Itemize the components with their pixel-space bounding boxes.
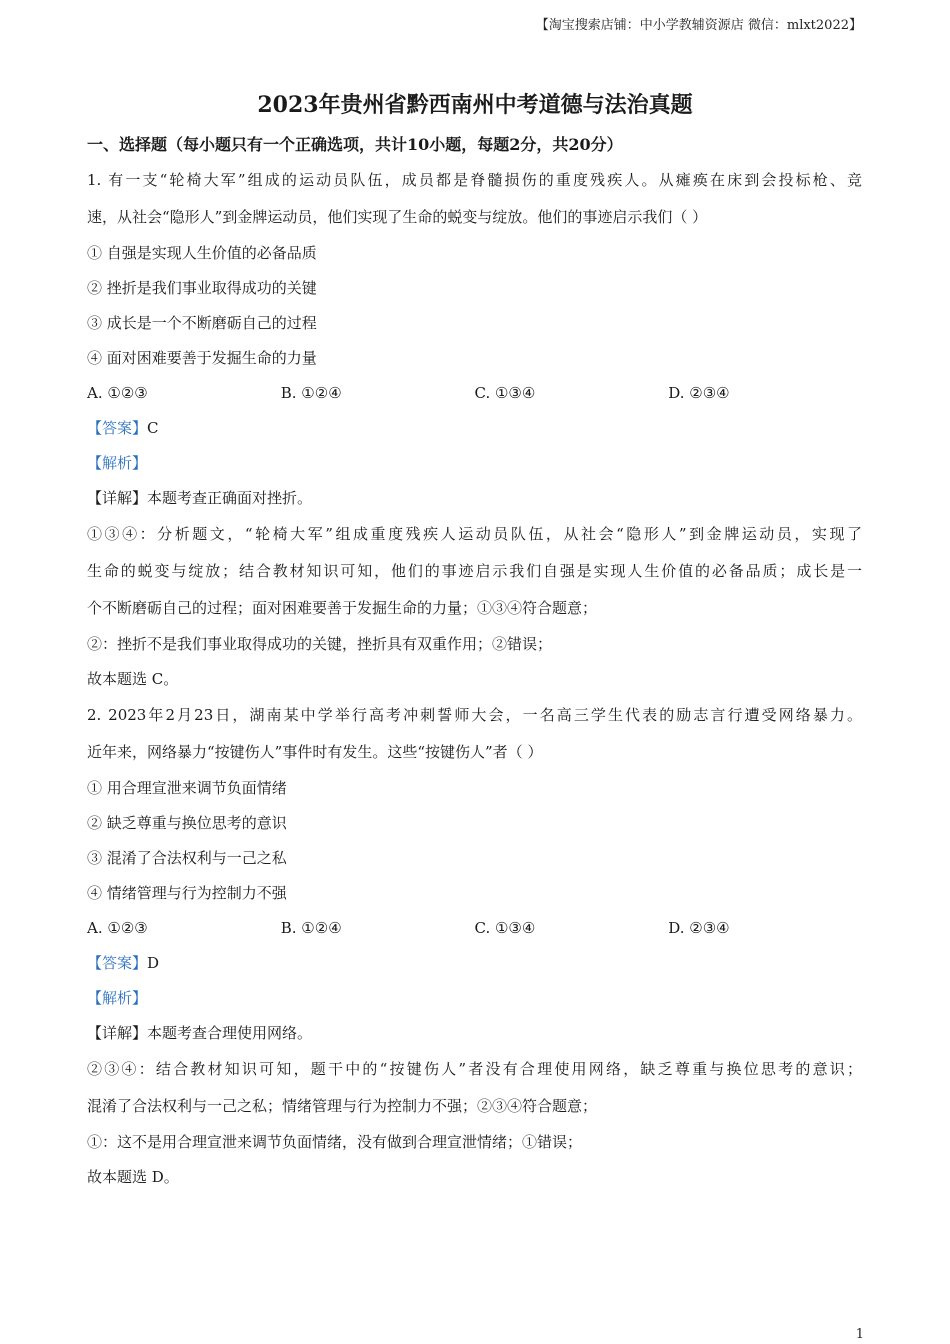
answer-value: C	[147, 419, 159, 437]
explanation-line: 生命的蜕变与绽放；结合教材知识可知，他们的事迹启示我们自强是实现人生价值的必备品质；成长是一	[87, 562, 862, 580]
explanation-line: 混淆了合法权利与一己之私；情绪管理与行为控制力不强；②③④符合题意；	[87, 1097, 598, 1115]
question-stem-line: 1. 有一支“轮椅大军”组成的运动员队伍，成员都是脊髓损伤的重度残疾人。从瘫痪在床到会投标枪、竞	[87, 171, 862, 189]
statement-item: ④ 情绪管理与行为控制力不强	[87, 884, 287, 902]
option-a: A. ①②③	[87, 384, 148, 402]
explanation-line: 个不断磨砺自己的过程；面对困难要善于发掘生命的力量；①③④符合题意；	[87, 599, 598, 617]
conclusion-line: 故本题选 C。	[87, 670, 179, 688]
option-a: A. ①②③	[87, 919, 148, 937]
option-c: C. ①③④	[474, 919, 536, 937]
option-b: B. ①②④	[280, 384, 342, 402]
answer-tag: 【答案】	[87, 419, 148, 437]
page-number: 1	[855, 1327, 864, 1342]
question-stem-line: 近年来，网络暴力“按键伤人”事件时有发生。这些“按键伤人”者（ ）	[87, 743, 543, 761]
analysis-tag: 【解析】	[87, 454, 148, 472]
statement-item: ④ 面对困难要善于发掘生命的力量	[87, 349, 317, 367]
statement-item: ① 自强是实现人生价值的必备品质	[87, 244, 317, 262]
statement-item: ③ 成长是一个不断磨砺自己的过程	[87, 314, 317, 332]
document-body	[87, 128, 862, 1195]
section-heading: 一、选择题（每小题只有一个正确选项，共计10小题，每题2分，共20分）	[87, 135, 623, 154]
options-row	[87, 376, 862, 411]
answer-line	[87, 411, 862, 446]
option-d: D. ②③④	[668, 384, 730, 402]
explanation-line: ②：挫折不是我们事业取得成功的关键，挫折具有双重作用；②错误；	[87, 635, 553, 653]
analysis-line	[87, 981, 862, 1016]
option-d: D. ②③④	[668, 919, 730, 937]
analysis-tag: 【解析】	[87, 989, 148, 1007]
option-c: C. ①③④	[474, 384, 536, 402]
detail-line: 【详解】本题考查合理使用网络。	[87, 1024, 313, 1042]
analysis-line	[87, 446, 862, 481]
detail-line: 【详解】本题考查正确面对挫折。	[87, 489, 313, 507]
statement-item: ② 挫折是我们事业取得成功的关键	[87, 279, 317, 297]
question-1	[87, 162, 862, 697]
question-stem-line: 速，从社会“隐形人”到金牌运动员，他们实现了生命的蜕变与绽放。他们的事迹启示我们（ ）	[87, 208, 708, 226]
statement-item: ① 用合理宣泄来调节负面情绪	[87, 779, 287, 797]
option-b: B. ①②④	[280, 919, 342, 937]
page-title: 2023年贵州省黔西南州中考道德与法治真题	[257, 92, 693, 118]
explanation-line: ①③④：分析题文，“轮椅大军”组成重度残疾人运动员队伍，从社会“隐形人”到金牌运动员，实现了	[87, 525, 862, 543]
question-2	[87, 697, 862, 1195]
explanation-line: ①：这不是用合理宣泄来调节负面情绪，没有做到合理宣泄情绪；①错误；	[87, 1133, 583, 1151]
question-stem-line: 2. 2023年2月23日，湖南某中学举行高考冲刺誓师大会，一名高三学生代表的励志言行遭受网络暴力。	[87, 706, 862, 724]
statement-item: ② 缺乏尊重与换位思考的意识	[87, 814, 287, 832]
options-row	[87, 911, 862, 946]
conclusion-line: 故本题选 D。	[87, 1168, 179, 1186]
explanation-line: ②③④：结合教材知识可知，题干中的“按键伤人”者没有合理使用网络，缺乏尊重与换位思考的意识；	[87, 1060, 862, 1078]
header-note: 【淘宝搜索店铺：中小学教辅资源店 微信：mlxt2022】	[535, 18, 862, 33]
answer-value: D	[147, 954, 160, 972]
answer-line	[87, 946, 862, 981]
statement-item: ③ 混淆了合法权利与一己之私	[87, 849, 287, 867]
answer-tag: 【答案】	[87, 954, 148, 972]
